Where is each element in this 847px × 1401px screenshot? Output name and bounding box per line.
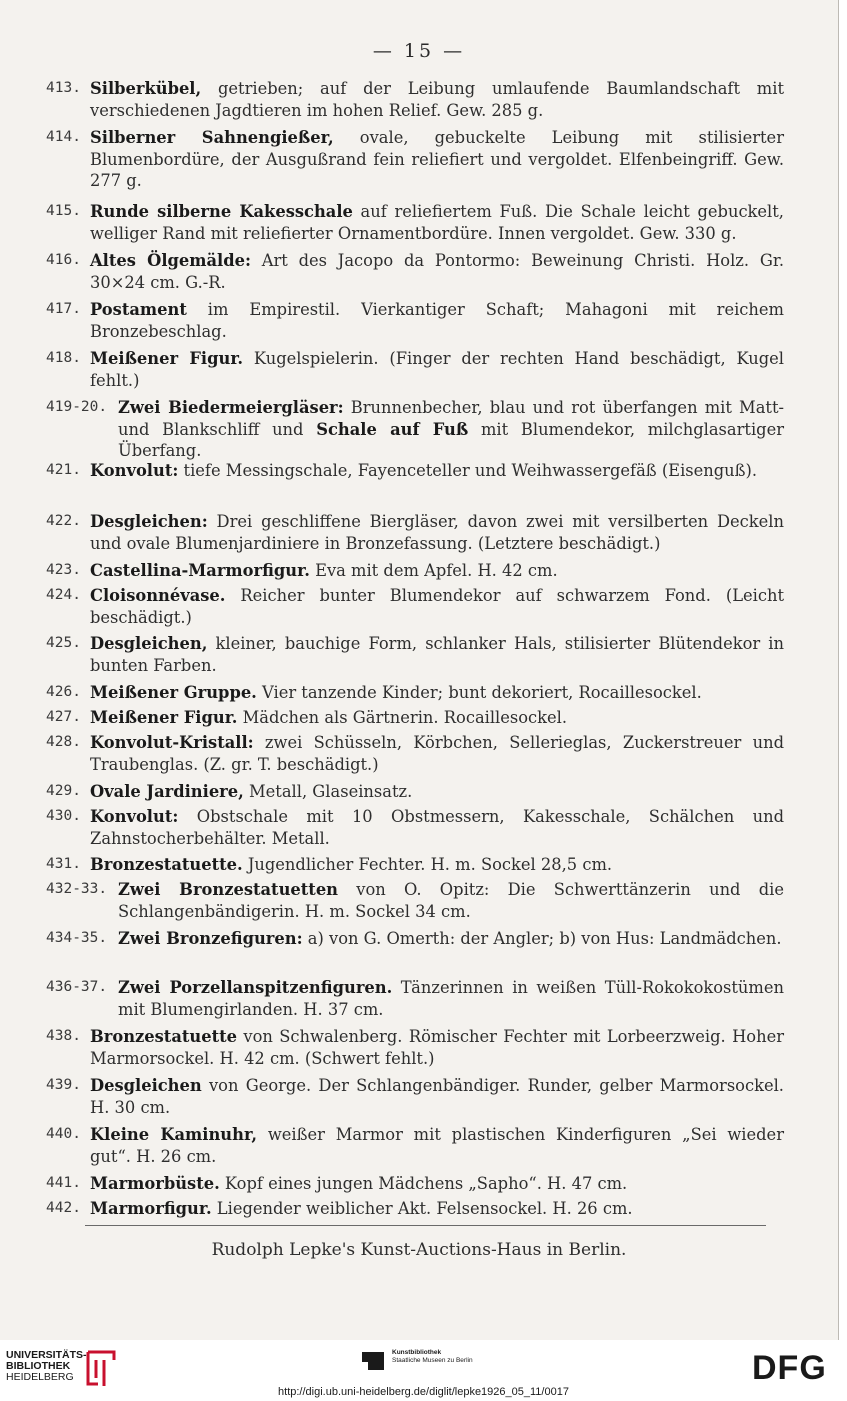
entry-text: Mädchen als Gärtnerin. Rocaillesockel. [237,708,568,727]
entry-title-secondary: Schale auf Fuß [316,419,469,439]
kunstbibliothek-mark-icon [360,1348,386,1374]
entry-title: Marmorbüste. [90,1174,220,1193]
entry-title: Marmorfigur. [90,1199,212,1218]
entry-title: Meißener Figur. [90,349,244,368]
entry-title: Kleine Kaminuhr, [90,1125,258,1144]
entry-title: Postament [90,300,187,319]
entry-title: Cloisonnévase. [90,586,226,605]
entry-title: Konvolut: [90,461,179,480]
kunstbibliothek-subtitle: Staatliche Museen zu Berlin [392,1357,473,1364]
entry-number: 422. [46,513,81,529]
ub-heidelberg-logo[interactable] [6,1348,118,1390]
entry-text: Brunnenbecher, blau und rot überfangen mit Matt- und Blankschliff und [118,398,784,439]
entry-number: 419-20. [46,399,108,415]
entry-title: Zwei Bronzefiguren: [118,929,303,948]
permalink-url[interactable]: http://digi.ub.uni-heidelberg.de/diglit/lepke1926_05_11/0017 [278,1386,569,1398]
entry-title: Desgleichen: [90,512,208,531]
ub-line-2: BIBLIOTHEK [6,1360,71,1372]
entry-number: 413. [46,80,81,96]
entry-title: Desgleichen, [90,634,208,653]
entry-number: 427. [46,709,81,725]
entry-number: 428. [46,734,81,750]
digitization-bar [0,1340,847,1401]
entry-text: im Empirestil. Vierkantiger Schaft; Mahagoni mit reichem Bronzebeschlag. [90,300,784,341]
entry-text: a) von G. Omerth: der Angler; b) von Hus: Landmädchen. [302,929,782,948]
entry-title: Altes Ölgemälde: [90,251,251,270]
entry-number: 430. [46,808,81,824]
entry-text: Kugelspielerin. (Finger der rechten Hand beschädigt, Kugel fehlt.) [90,349,785,390]
ub-line-3: HEIDELBERG [6,1371,74,1383]
entry-text-secondary: mit Blumendekor, milchglasartiger Überfang. [118,419,784,460]
entry-number: 414. [46,129,81,145]
entry-text: kleiner, bauchige Form, schlanker Hals, stilisierter Blütendekor in bunten Farben. [90,634,784,675]
entry-title: Runde silberne Kakesschale [90,202,353,221]
entry-title: Zwei Porzellanspitzenfiguren. [118,978,393,997]
entry-title: Silberner Sahnengießer, [90,128,334,147]
entry-number: 432-33. [46,881,108,897]
entry-number: 429. [46,783,81,799]
entry-text: tiefe Messingschale, Fayenceteller und Weihwassergefäß (Eisenguß). [178,461,758,480]
ub-mark-icon [84,1348,118,1388]
entry-title: Bronzestatuette [90,1027,237,1046]
entry-number: 439. [46,1077,81,1093]
entry-text: Vier tanzende Kinder; bunt dekoriert, Rocaillesockel. [256,683,702,702]
entry-title: Konvolut: [90,807,179,826]
entry-title: Meißener Gruppe. [90,683,257,702]
entry-number: 438. [46,1028,81,1044]
ub-line-1: UNIVERSITÄTS- [6,1349,87,1361]
entry-text: Art des Jacopo da Pontormo: Beweinung Christi. Holz. Gr. 30×24 cm. G.-R. [90,251,785,292]
entry-text: von Schwalenberg. Römischer Fechter mit Lorbeerzweig. Hoher Marmorsockel. H. 42 cm. (Schwert fehlt.) [90,1027,784,1068]
page-number: — 15 — [372,40,466,62]
entry-title: Zwei Bronzestatuetten [118,880,339,899]
entry-number: 424. [46,587,81,603]
entry-text: zwei Schüsseln, Körbchen, Sellerieglas, Zuckerstreuer und Traubenglas. (Z. gr. T. beschädigt.) [90,733,784,774]
entry-text: Reicher bunter Blumendekor auf schwarzem Fond. (Leicht beschädigt.) [90,586,784,627]
kunstbibliothek-logo[interactable] [360,1348,490,1376]
entry-title: Castellina-Marmorfigur. [90,561,310,580]
entry-number: 426. [46,684,81,700]
entry-text: auf reliefiertem Fuß. Die Schale leicht gebuckelt, welliger Rand mit reliefierter Ornamentbordüre. Innen vergoldet. Gew. 330 g. [90,202,784,243]
entry-text: Eva mit dem Apfel. H. 42 cm. [309,561,558,580]
kunstbibliothek-title: Kunstbibliothek [392,1349,442,1356]
entry-number: 417. [46,301,81,317]
entry-text: Jugendlicher Fechter. H. m. Sockel 28,5 cm. [242,855,613,874]
entry-text: Tänzerinnen in weißen Tüll-Rokokokostümen mit Blumengirlanden. H. 37 cm. [118,978,784,1019]
entry-number: 415. [46,203,81,219]
entry-text: Drei geschliffene Biergläser, davon zwei mit versilberten Deckeln und ovale Blumenjardiniere in Bronzefassung. (Letztere beschädigt.) [90,512,784,553]
entry-text: ovale, gebuckelte Leibung mit stilisierter Blumenbordüre, der Ausgußrand fein reliefiert und vergoldet. Elfenbeingriff. Gew. 277 g. [90,128,784,190]
entry-title: Zwei Biedermeiergläser: [118,398,344,417]
entry-title: Bronzestatuette. [90,855,243,874]
entry-number: 442. [46,1200,81,1216]
entry-number: 434-35. [46,930,108,946]
entry-title: Desgleichen [90,1076,202,1095]
dfg-logo[interactable]: DFG [752,1349,827,1387]
entry-number: 441. [46,1175,81,1191]
entry-text: von George. Der Schlangenbändiger. Runder, gelber Marmorsockel. H. 30 cm. [90,1076,784,1117]
entry-number: 431. [46,856,81,872]
entry-title: Silberkübel, [90,79,202,98]
entry-text: Liegender weiblicher Akt. Felsensockel. H. 26 cm. [211,1199,633,1218]
entry-text: Metall, Glaseinsatz. [243,782,413,801]
entry-number: 416. [46,252,81,268]
entry-text: von O. Opitz: Die Schwerttänzerin und die Schlangenbändigerin. H. m. Sockel 34 cm. [118,880,784,921]
entry-number: 421. [46,462,81,478]
entry-text: getrieben; auf der Leibung umlaufende Baumlandschaft mit verschiedenen Jagdtieren im hohen Relief. Gew. 285 g. [90,79,784,120]
entry-title: Meißener Figur. [90,708,238,727]
entry-title: Ovale Jardiniere, [90,782,244,801]
entry-text: Obstschale mit 10 Obstmessern, Kakesschale, Schälchen und Zahnstocherbehälter. Metall. [90,807,784,848]
entry-number: 440. [46,1126,81,1142]
entry-text: weißer Marmor mit plastischen Kinderfiguren „Sei wieder gut“. H. 26 cm. [90,1125,784,1166]
entry-number: 436-37. [46,979,108,995]
entry-title: Konvolut-Kristall: [90,733,254,752]
entry-number: 423. [46,562,81,578]
entry-text: Kopf eines jungen Mädchens „Sapho“. H. 47 cm. [219,1174,628,1193]
footer-divider [85,1225,766,1226]
entry-number: 425. [46,635,81,651]
entry-number: 418. [46,350,81,366]
publisher-footer: Rudolph Lepke's Kunst-Auctions-Haus in Berlin. [211,1240,627,1260]
